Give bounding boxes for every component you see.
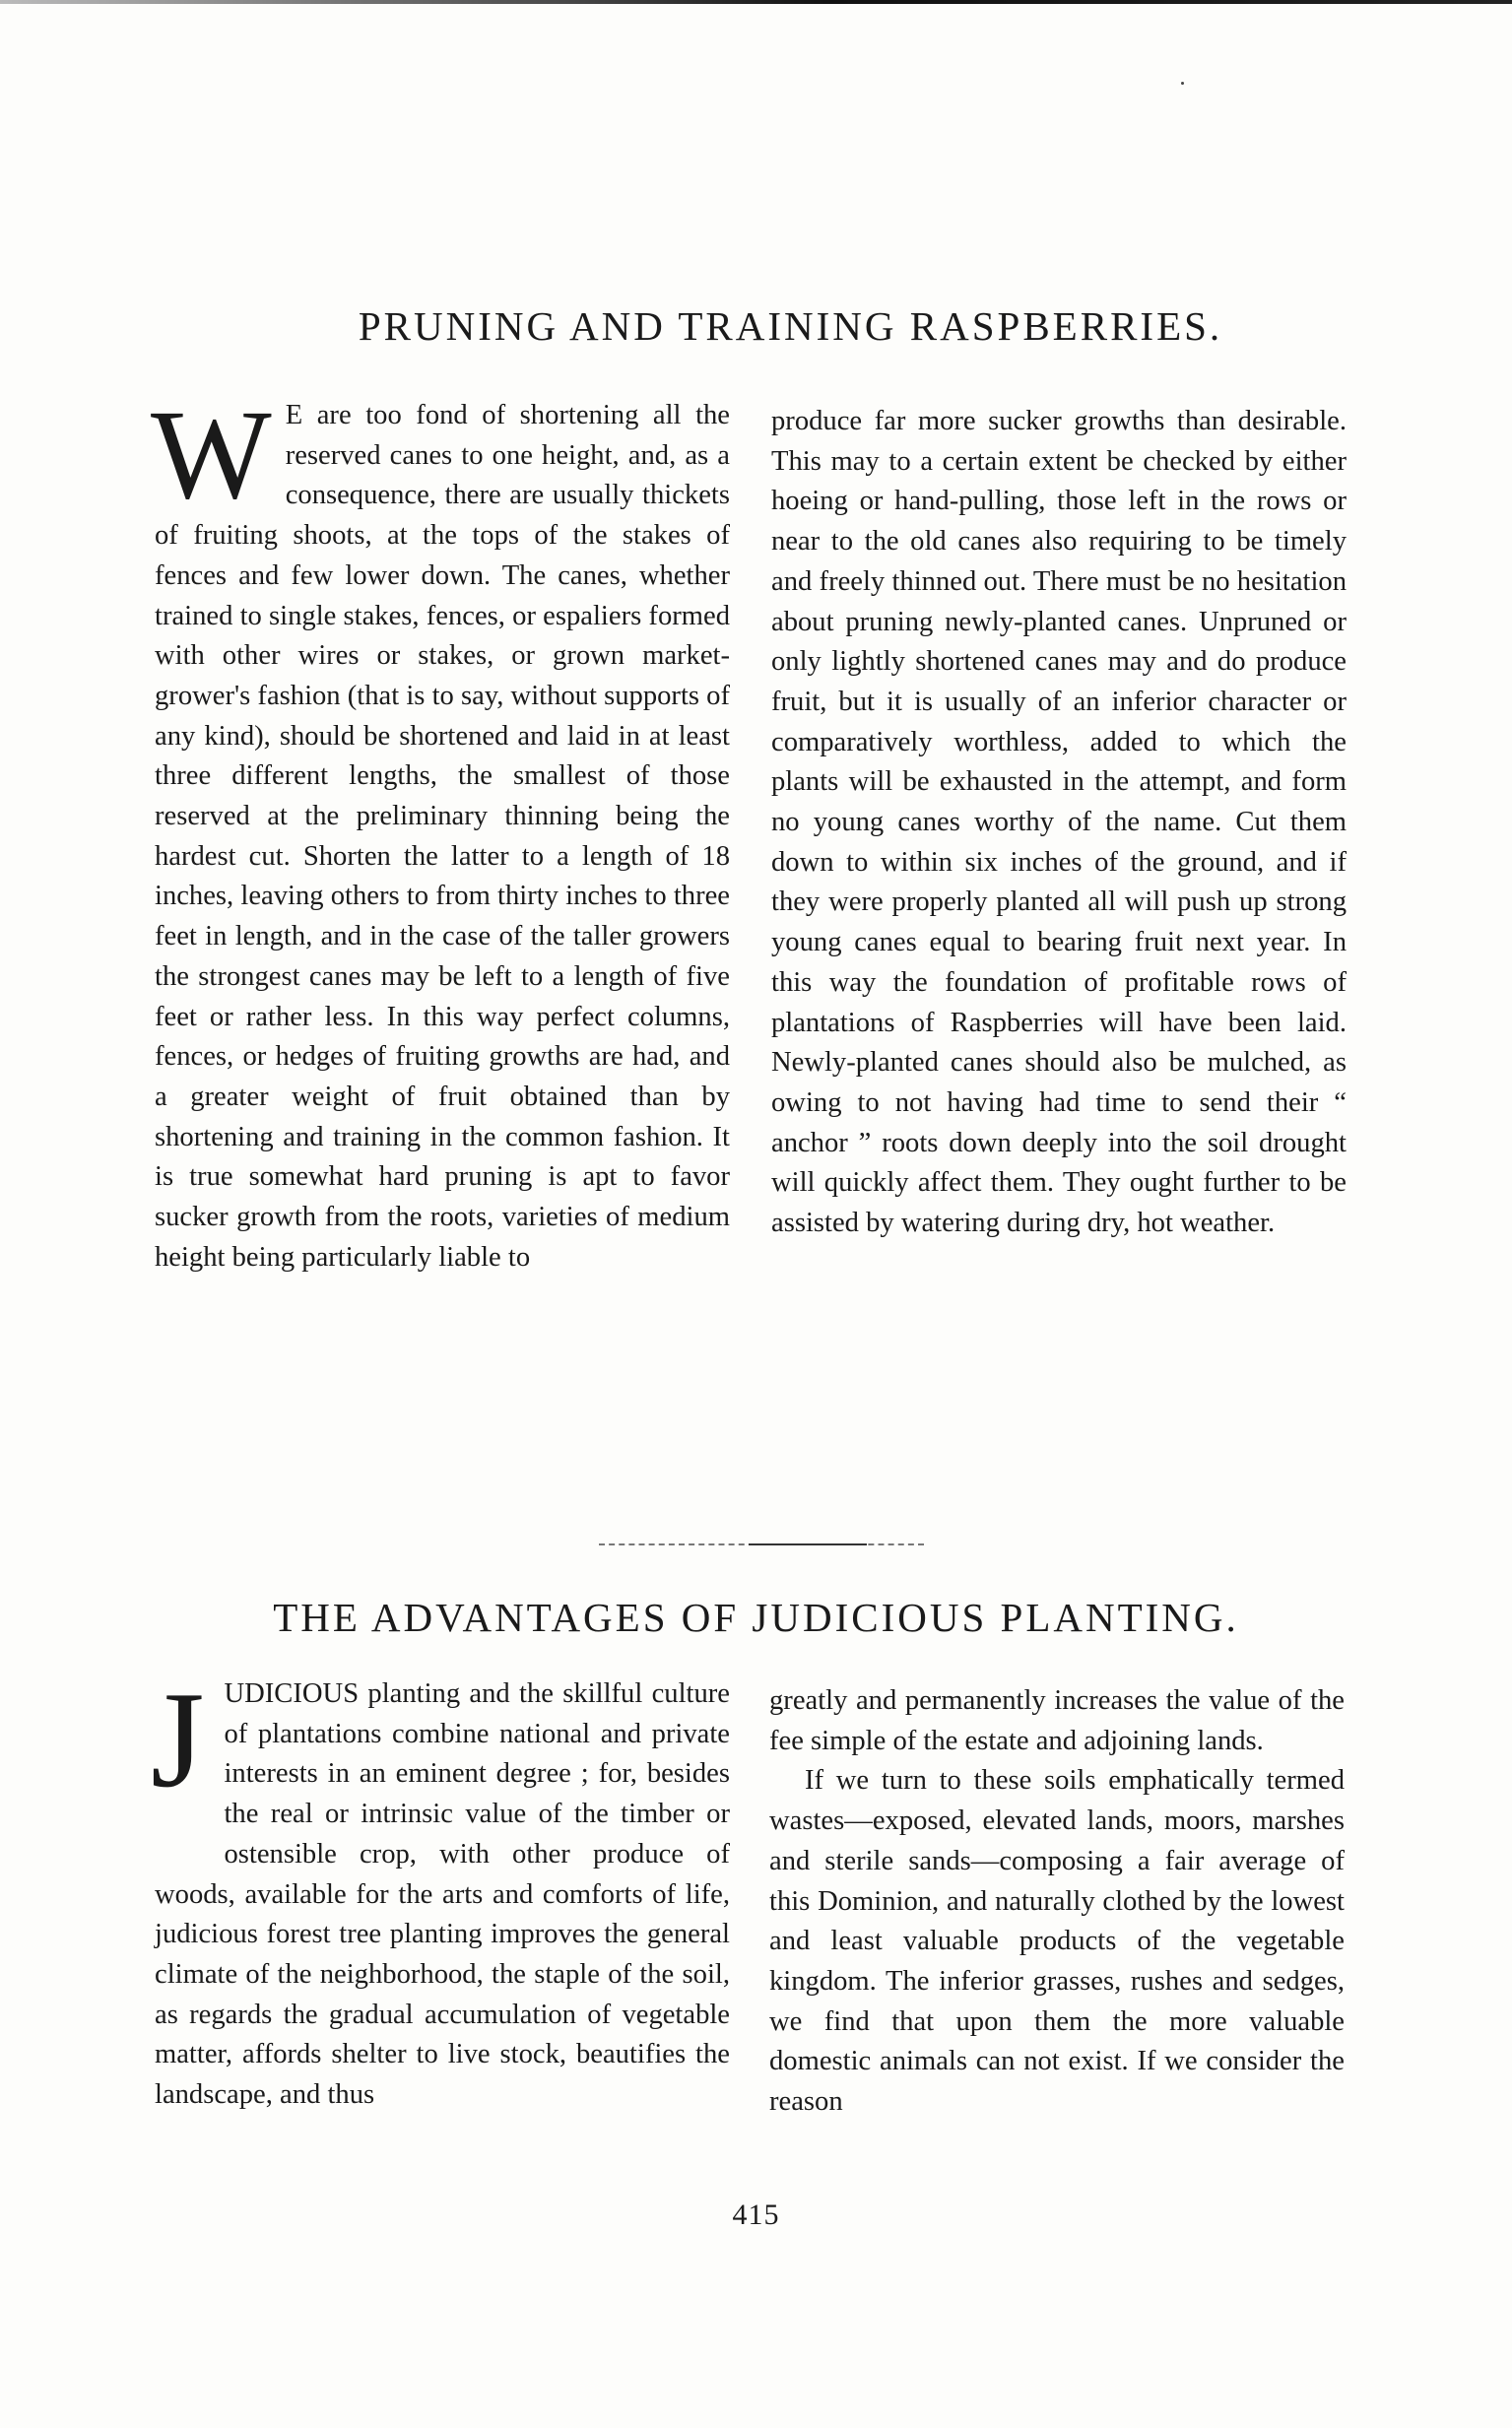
article1-right-column <box>771 402 1347 1244</box>
print-speck <box>1181 82 1184 85</box>
dropcap-j: J <box>151 1664 205 1816</box>
section-divider-center <box>749 1543 867 1545</box>
article1-left-text: E are too fond of shortening all the reserved canes to one height, and, as a consequence, there are usually thickets of fruiting shoots, at the tops of the stakes of fences and few lower down. The canes, whether trained to single stakes, fences, or espaliers formed with other wires or stakes, or grown market-grower's fashion (that is to say, without supports of any kind), should be shortened and laid in at least three different lengths, the smallest of those reserved at the preliminary thinning being the hardest cut. Shorten the latter to a length of 18 inches, leaving others to from thirty inches to three feet in length, and in the case of the taller growers the strongest canes may be left to a length of five feet or rather less. In this way perfect columns, fences, or hedges of fruiting growths are had, and a greater weight of fruit obtained than by shortening and training in the common fashion. It is true somewhat hard pruning is apt to favor sucker growth from the roots, varieties of medium height being particularly liable to <box>155 400 730 1273</box>
article1-right-paragraph: produce far more sucker growths than desirable. This may to a certain extent be checked by either hoeing or hand-pulling, those left in the rows or near to the old canes also requiring to be timely and freely thinned out. There must be no hesitation about pruning newly-planted canes. Unpruned or only lightly shortened canes may and do produce fruit, but it is usually of an inferior character or comparatively worthless, added to which the plants will be exhausted in the attempt, and form no young canes worthy of the name. Cut them down to within six inches of the ground, and if they were properly planted all will push up strong young canes equal to bearing fruit next year. In this way the foundation of profitable rows of plantations of Raspberries will have been laid. Newly-planted canes should also be mulched, as owing to not having had time to send their “ anchor ” roots down deeply into the soil drought will quickly affect them. They ought further to be assisted by watering during dry, hot weather. <box>771 406 1347 1239</box>
article-title-pruning: PRUNING AND TRAINING RASPBERRIES. <box>358 303 1223 349</box>
page-number: 415 <box>732 2198 780 2231</box>
dropcap-w: W <box>151 384 272 526</box>
article2-left-text: UDICIOUS planting and the skillful culture of plantations combine national and private interests in an eminent degree ; for, besides the real or intrinsic value of the timber or ostensible crop, with other produce of woods, available for the arts and comforts of life, judicious forest tree planting improves the general climate of the neighborhood, the staple of the soil, as regards the gradual accumulation of vegetable matter, affords shelter to live stock, beautifies the landscape, and thus <box>155 1678 730 2111</box>
article1-left-column <box>151 384 730 1278</box>
article1-left-paragraph <box>151 384 730 1278</box>
article2-right-paragraph-1: greatly and permanently increases the value of the fee simple of the estate and adjoining lands. <box>769 1685 1345 1756</box>
article-title-planting: THE ADVANTAGES OF JUDICIOUS PLANTING. <box>273 1595 1239 1640</box>
top-edge-rule <box>0 0 1512 4</box>
article2-left-paragraph <box>151 1664 730 2116</box>
article2-right-paragraph-2: If we turn to these soils emphatically termed wastes—exposed, elevated lands, moors, marshes and sterile sands—composing a fair average of this Dominion, and naturally clothed by the lowest and least valuable products of the vegetable kingdom. The inferior grasses, rushes and sedges, we find that upon them the more valuable domestic animals can not exist. If we consider the reason <box>769 1765 1345 2118</box>
article2-left-column <box>151 1664 730 2116</box>
article2-right-column <box>769 1681 1345 2123</box>
